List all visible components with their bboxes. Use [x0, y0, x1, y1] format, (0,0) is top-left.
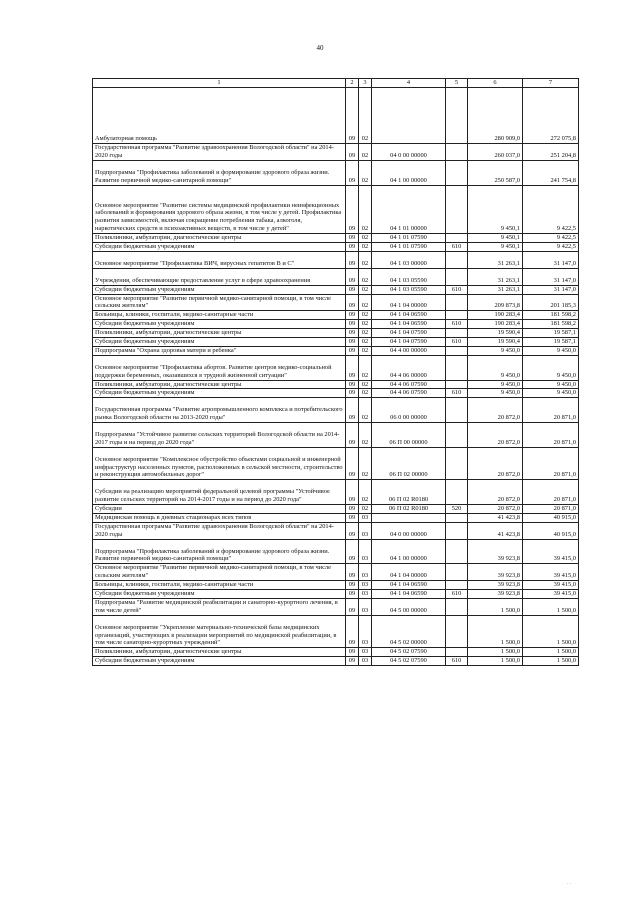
target-article-cell: 04 0 00 00000	[372, 522, 446, 539]
subsection-code-cell: 02	[359, 185, 372, 233]
expense-type-cell	[446, 161, 468, 186]
subsection-code-cell: 03	[359, 522, 372, 539]
header-cell: 2	[346, 79, 359, 88]
amount-2019-cell: 9 450,0	[523, 389, 579, 398]
subsection-code-cell: 02	[359, 243, 372, 252]
expense-type-cell	[446, 252, 468, 269]
section-code-cell: 09	[346, 329, 359, 338]
row-name-cell: Амбулаторная помощь	[93, 88, 346, 144]
expense-type-cell	[446, 294, 468, 311]
amount-2018-cell: 1 500,0	[468, 648, 523, 657]
target-article-cell: 04 4 06 00000	[372, 355, 446, 380]
expense-type-cell	[446, 447, 468, 480]
subsection-code-cell: 02	[359, 380, 372, 389]
amount-2019-cell: 31 147,0	[523, 252, 579, 269]
table-row	[93, 598, 579, 615]
subsection-code-cell: 02	[359, 423, 372, 448]
subsection-code-cell: 03	[359, 657, 372, 666]
amount-2019-cell: 39 415,0	[523, 581, 579, 590]
row-name-cell: Субсидии бюджетным учреждениям	[93, 389, 346, 398]
section-code-cell: 09	[346, 252, 359, 269]
table-row	[93, 285, 579, 294]
section-code-cell: 09	[346, 522, 359, 539]
subsection-code-cell: 02	[359, 398, 372, 423]
expense-type-cell: 610	[446, 320, 468, 329]
amount-2019-cell: 9 422,5	[523, 234, 579, 243]
expense-type-cell	[446, 234, 468, 243]
expense-type-cell: 610	[446, 389, 468, 398]
section-code-cell: 09	[346, 88, 359, 144]
row-name-cell: Основное мероприятие "Профилактика абортов. Развитие центров медико-социальной поддержки беременных, оказавшихся в трудной жизненной ситуации"	[93, 355, 346, 380]
expense-type-cell	[446, 423, 468, 448]
scan-mark: · ·	[567, 882, 572, 887]
amount-2018-cell: 9 450,1	[468, 185, 523, 233]
section-code-cell: 09	[346, 234, 359, 243]
target-article-cell: 04 5 02 07590	[372, 648, 446, 657]
amount-2019-cell: 31 147,0	[523, 268, 579, 285]
expense-type-cell: 610	[446, 590, 468, 599]
table-row	[93, 590, 579, 599]
amount-2019-cell: 20 871,0	[523, 447, 579, 480]
amount-2019-cell: 181 598,2	[523, 311, 579, 320]
expense-type-cell	[446, 268, 468, 285]
table-row	[93, 539, 579, 564]
amount-2019-cell: 39 415,0	[523, 590, 579, 599]
table-row	[93, 243, 579, 252]
expense-type-cell	[446, 329, 468, 338]
section-code-cell: 09	[346, 564, 359, 581]
target-article-cell: 04 4 00 00000	[372, 346, 446, 355]
page-number: 40	[316, 44, 324, 52]
table-row	[93, 355, 579, 380]
target-article-cell: 04 5 00 00000	[372, 598, 446, 615]
target-article-cell: 06 П 00 00000	[372, 423, 446, 448]
amount-2019-cell: 272 075,8	[523, 88, 579, 144]
subsection-code-cell: 02	[359, 144, 372, 161]
row-name-cell: Подпрограмма "Профилактика заболеваний и формирование здорового образа жизни. Развитие первичной медико-санитарной помощи"	[93, 161, 346, 186]
section-code-cell: 09	[346, 355, 359, 380]
subsection-code-cell: 02	[359, 355, 372, 380]
target-article-cell: 04 5 02 07590	[372, 657, 446, 666]
amount-2018-cell: 31 263,1	[468, 268, 523, 285]
table-row	[93, 329, 579, 338]
section-code-cell: 09	[346, 590, 359, 599]
amount-2019-cell: 19 587,1	[523, 338, 579, 347]
table-row	[93, 581, 579, 590]
subsection-code-cell: 02	[359, 268, 372, 285]
amount-2019-cell: 1 500,0	[523, 615, 579, 648]
section-code-cell: 09	[346, 505, 359, 514]
amount-2018-cell: 190 283,4	[468, 311, 523, 320]
table-row	[93, 564, 579, 581]
target-article-cell: 04 4 06 07590	[372, 389, 446, 398]
subsection-code-cell: 02	[359, 480, 372, 505]
expense-type-cell: 610	[446, 243, 468, 252]
subsection-code-cell: 03	[359, 581, 372, 590]
row-name-cell: Субсидии бюджетным учреждениям	[93, 320, 346, 329]
header-cell: 6	[468, 79, 523, 88]
target-article-cell: 04 1 04 07590	[372, 329, 446, 338]
section-code-cell: 09	[346, 294, 359, 311]
row-name-cell: Медицинская помощь в дневных стационарах всех типов	[93, 513, 346, 522]
amount-2018-cell: 209 873,8	[468, 294, 523, 311]
section-code-cell: 09	[346, 144, 359, 161]
amount-2019-cell: 9 450,0	[523, 346, 579, 355]
header-cell: 1	[93, 79, 346, 88]
row-name-cell: Субсидии бюджетным учреждениям	[93, 590, 346, 599]
amount-2018-cell: 9 450,1	[468, 234, 523, 243]
amount-2018-cell: 20 872,0	[468, 398, 523, 423]
amount-2018-cell: 31 263,1	[468, 252, 523, 269]
amount-2018-cell: 19 590,4	[468, 329, 523, 338]
amount-2018-cell: 9 450,1	[468, 243, 523, 252]
target-article-cell: 04 1 01 07590	[372, 243, 446, 252]
target-article-cell	[372, 88, 446, 144]
amount-2019-cell: 20 871,0	[523, 423, 579, 448]
section-code-cell: 09	[346, 389, 359, 398]
row-name-cell: Основное мероприятие "Развитие первичной медико-санитарной помощи, в том числе сельским жителям"	[93, 564, 346, 581]
row-name-cell: Субсидии	[93, 505, 346, 514]
subsection-code-cell: 02	[359, 88, 372, 144]
amount-2018-cell: 20 872,0	[468, 505, 523, 514]
table-row	[93, 480, 579, 505]
section-code-cell: 09	[346, 539, 359, 564]
table-row	[93, 423, 579, 448]
expense-type-cell	[446, 355, 468, 380]
expense-type-cell: 610	[446, 657, 468, 666]
expense-type-cell	[446, 539, 468, 564]
target-article-cell: 04 1 04 06590	[372, 581, 446, 590]
expense-type-cell	[446, 615, 468, 648]
section-code-cell: 09	[346, 285, 359, 294]
target-article-cell: 06 0 00 00000	[372, 398, 446, 423]
expense-type-cell	[446, 598, 468, 615]
subsection-code-cell: 03	[359, 590, 372, 599]
subsection-code-cell: 02	[359, 161, 372, 186]
subsection-code-cell: 02	[359, 252, 372, 269]
expense-type-cell	[446, 564, 468, 581]
row-name-cell: Государственная программа "Развитие здравоохранения Вологодской области" на 2014-2020 годы	[93, 522, 346, 539]
table-row	[93, 268, 579, 285]
expense-type-cell: 520	[446, 505, 468, 514]
target-article-cell: 04 1 03 05590	[372, 285, 446, 294]
amount-2019-cell: 20 871,0	[523, 505, 579, 514]
target-article-cell	[372, 513, 446, 522]
subsection-code-cell: 02	[359, 505, 372, 514]
subsection-code-cell: 03	[359, 539, 372, 564]
amount-2018-cell: 9 450,0	[468, 355, 523, 380]
row-name-cell: Поликлиники, амбулатории, диагностические центры	[93, 380, 346, 389]
expense-type-cell	[446, 581, 468, 590]
section-code-cell: 09	[346, 243, 359, 252]
row-name-cell: Подпрограмма "Профилактика заболеваний и формирование здорового образа жизни. Развитие первичной медико-санитарной помощи"	[93, 539, 346, 564]
row-name-cell: Подпрограмма "Развитие медицинской реабилитации и санаторно-курортного лечения, в том числе детей"	[93, 598, 346, 615]
amount-2019-cell: 39 415,0	[523, 564, 579, 581]
section-code-cell: 09	[346, 268, 359, 285]
amount-2018-cell: 9 450,0	[468, 389, 523, 398]
table-row	[93, 234, 579, 243]
subsection-code-cell: 03	[359, 648, 372, 657]
table-row	[93, 389, 579, 398]
table-row	[93, 615, 579, 648]
subsection-code-cell: 02	[359, 329, 372, 338]
amount-2018-cell: 39 923,8	[468, 590, 523, 599]
table-row	[93, 338, 579, 347]
target-article-cell: 04 1 04 06590	[372, 311, 446, 320]
amount-2018-cell: 20 872,0	[468, 423, 523, 448]
amount-2018-cell: 250 587,0	[468, 161, 523, 186]
target-article-cell: 04 1 04 07590	[372, 338, 446, 347]
amount-2018-cell: 1 500,0	[468, 615, 523, 648]
subsection-code-cell: 02	[359, 311, 372, 320]
amount-2018-cell: 20 872,0	[468, 447, 523, 480]
expense-type-cell: 610	[446, 338, 468, 347]
row-name-cell: Основное мероприятие "Развитие первичной медико-санитарной помощи, в том числе сельским жителям"	[93, 294, 346, 311]
budget-table	[92, 78, 579, 666]
section-code-cell: 09	[346, 311, 359, 320]
amount-2019-cell: 9 422,5	[523, 243, 579, 252]
amount-2019-cell: 40 915,0	[523, 522, 579, 539]
subsection-code-cell: 02	[359, 346, 372, 355]
target-article-cell: 04 1 04 06590	[372, 320, 446, 329]
row-name-cell: Подпрограмма "Охрана здоровья матери и ребенка"	[93, 346, 346, 355]
target-article-cell: 04 1 00 00000	[372, 539, 446, 564]
header-cell: 4	[372, 79, 446, 88]
amount-2019-cell: 20 871,0	[523, 398, 579, 423]
amount-2018-cell: 39 923,8	[468, 581, 523, 590]
expense-type-cell	[446, 513, 468, 522]
table-row	[93, 294, 579, 311]
target-article-cell: 04 1 01 07590	[372, 234, 446, 243]
expense-type-cell	[446, 185, 468, 233]
table-row	[93, 648, 579, 657]
amount-2018-cell: 280 909,0	[468, 88, 523, 144]
table-row	[93, 447, 579, 480]
header-cell: 5	[446, 79, 468, 88]
expense-type-cell	[446, 88, 468, 144]
table-header-row	[93, 79, 579, 88]
row-name-cell: Учреждения, обеспечивающие предоставление услуг в сфере здравоохранения	[93, 268, 346, 285]
amount-2019-cell: 31 147,0	[523, 285, 579, 294]
row-name-cell: Государственная программа "Развитие здравоохранения Вологодской области" на 2014-2020 годы	[93, 144, 346, 161]
section-code-cell: 09	[346, 513, 359, 522]
section-code-cell: 09	[346, 338, 359, 347]
section-code-cell: 09	[346, 380, 359, 389]
amount-2018-cell: 39 923,8	[468, 564, 523, 581]
target-article-cell: 04 1 04 00000	[372, 294, 446, 311]
amount-2019-cell: 251 204,8	[523, 144, 579, 161]
target-article-cell: 04 1 04 00000	[372, 564, 446, 581]
amount-2019-cell: 241 754,8	[523, 161, 579, 186]
expense-type-cell	[446, 144, 468, 161]
row-name-cell: Субсидии бюджетным учреждениям	[93, 285, 346, 294]
amount-2018-cell: 39 923,8	[468, 539, 523, 564]
target-article-cell: 04 1 01 00000	[372, 185, 446, 233]
row-name-cell: Субсидии бюджетным учреждениям	[93, 338, 346, 347]
header-cell: 3	[359, 79, 372, 88]
row-name-cell: Основное мероприятие "Комплексное обустройство объектами социальной и инженерной инфраструктур населенных пунктов, расположенных в сельской местности, строительство и реконструкция автомобильных дорог"	[93, 447, 346, 480]
amount-2018-cell: 19 590,4	[468, 338, 523, 347]
table-row	[93, 88, 579, 144]
row-name-cell: Субсидии на реализацию мероприятий федеральной целевой программы "Устойчивое развитие сельских территорий на 2014-2017 годы и на период до 2020 года"	[93, 480, 346, 505]
target-article-cell: 04 1 04 06590	[372, 590, 446, 599]
subsection-code-cell: 03	[359, 615, 372, 648]
amount-2018-cell: 20 872,0	[468, 480, 523, 505]
amount-2019-cell: 1 500,0	[523, 648, 579, 657]
subsection-code-cell: 02	[359, 320, 372, 329]
section-code-cell: 09	[346, 346, 359, 355]
row-name-cell: Больницы, клиники, госпитали, медико-санитарные части	[93, 581, 346, 590]
section-code-cell: 09	[346, 185, 359, 233]
row-name-cell: Государственная программа "Развитие агропромышленного комплекса и потребительского рынка Вологодской области на 2013-2020 годы"	[93, 398, 346, 423]
table-row	[93, 657, 579, 666]
amount-2018-cell: 190 283,4	[468, 320, 523, 329]
amount-2019-cell: 19 587,1	[523, 329, 579, 338]
expense-type-cell	[446, 648, 468, 657]
row-name-cell: Поликлиники, амбулатории, диагностические центры	[93, 329, 346, 338]
row-name-cell: Поликлиники, амбулатории, диагностические центры	[93, 234, 346, 243]
amount-2018-cell: 1 500,0	[468, 657, 523, 666]
expense-type-cell	[446, 346, 468, 355]
subsection-code-cell: 03	[359, 564, 372, 581]
amount-2019-cell: 9 450,0	[523, 355, 579, 380]
section-code-cell: 09	[346, 648, 359, 657]
row-name-cell: Больницы, клиники, госпитали, медико-санитарные части	[93, 311, 346, 320]
table-row	[93, 161, 579, 186]
section-code-cell: 09	[346, 615, 359, 648]
amount-2019-cell: 9 450,0	[523, 380, 579, 389]
table-row	[93, 398, 579, 423]
section-code-cell: 09	[346, 320, 359, 329]
table-row	[93, 522, 579, 539]
row-name-cell: Основное мероприятие "Развитие системы медицинской профилактики неинфекционных заболеваний и формирования здорового образа жизни, в том числе у детей. Профилактика развития зависимостей, включая сокращение потребления табака, алкоголя, наркотических средств и психоактивных веществ, в том числе у детей"	[93, 185, 346, 233]
target-article-cell: 04 1 03 05590	[372, 268, 446, 285]
amount-2019-cell: 40 915,0	[523, 513, 579, 522]
row-name-cell: Поликлиники, амбулатории, диагностические центры	[93, 648, 346, 657]
amount-2018-cell: 9 450,0	[468, 346, 523, 355]
amount-2019-cell: 1 500,0	[523, 598, 579, 615]
table-row	[93, 185, 579, 233]
target-article-cell: 06 П 02 R0180	[372, 480, 446, 505]
amount-2019-cell: 1 500,0	[523, 657, 579, 666]
amount-2018-cell: 31 263,1	[468, 285, 523, 294]
row-name-cell: Основное мероприятие "Укрепление материально-технической базы медицинских организаций, участвующих в реализации мероприятий по медицинской реабилитации, в том числе санаторно-курортных учреждений"	[93, 615, 346, 648]
amount-2018-cell: 9 450,0	[468, 380, 523, 389]
expense-type-cell	[446, 398, 468, 423]
subsection-code-cell: 02	[359, 234, 372, 243]
target-article-cell: 04 0 00 00000	[372, 144, 446, 161]
amount-2019-cell: 20 871,0	[523, 480, 579, 505]
section-code-cell: 09	[346, 598, 359, 615]
amount-2019-cell: 181 598,2	[523, 320, 579, 329]
amount-2018-cell: 41 423,8	[468, 522, 523, 539]
table-row	[93, 320, 579, 329]
expense-type-cell	[446, 522, 468, 539]
target-article-cell: 06 П 02 R0180	[372, 505, 446, 514]
table-row	[93, 505, 579, 514]
row-name-cell: Субсидии бюджетным учреждениям	[93, 657, 346, 666]
section-code-cell: 09	[346, 423, 359, 448]
target-article-cell: 06 П 02 00000	[372, 447, 446, 480]
amount-2019-cell: 39 415,0	[523, 539, 579, 564]
table-row	[93, 144, 579, 161]
section-code-cell: 09	[346, 480, 359, 505]
table-row	[93, 513, 579, 522]
section-code-cell: 09	[346, 447, 359, 480]
target-article-cell: 04 5 02 00000	[372, 615, 446, 648]
header-cell: 7	[523, 79, 579, 88]
subsection-code-cell: 03	[359, 598, 372, 615]
expense-type-cell	[446, 380, 468, 389]
subsection-code-cell: 02	[359, 389, 372, 398]
target-article-cell: 04 1 00 00000	[372, 161, 446, 186]
table-row	[93, 380, 579, 389]
row-name-cell: Основное мероприятие "Профилактика ВИЧ, вирусных гепатитов В и С"	[93, 252, 346, 269]
table-row	[93, 311, 579, 320]
expense-type-cell	[446, 480, 468, 505]
subsection-code-cell: 02	[359, 447, 372, 480]
table-row	[93, 346, 579, 355]
subsection-code-cell: 03	[359, 513, 372, 522]
target-article-cell: 04 4 06 07590	[372, 380, 446, 389]
subsection-code-cell: 02	[359, 338, 372, 347]
amount-2018-cell: 1 500,0	[468, 598, 523, 615]
section-code-cell: 09	[346, 398, 359, 423]
amount-2019-cell: 9 422,5	[523, 185, 579, 233]
row-name-cell: Подпрограмма "Устойчивое развитие сельских территорий Вологодской области на 2014-2017 годы и на период до 2020 года"	[93, 423, 346, 448]
amount-2018-cell: 260 037,0	[468, 144, 523, 161]
expense-type-cell	[446, 311, 468, 320]
section-code-cell: 09	[346, 161, 359, 186]
subsection-code-cell: 02	[359, 294, 372, 311]
target-article-cell: 04 1 03 00000	[372, 252, 446, 269]
amount-2018-cell: 41 423,8	[468, 513, 523, 522]
section-code-cell: 09	[346, 657, 359, 666]
table-row	[93, 252, 579, 269]
row-name-cell: Субсидии бюджетным учреждениям	[93, 243, 346, 252]
amount-2019-cell: 201 185,3	[523, 294, 579, 311]
expense-type-cell: 610	[446, 285, 468, 294]
section-code-cell: 09	[346, 581, 359, 590]
subsection-code-cell: 02	[359, 285, 372, 294]
